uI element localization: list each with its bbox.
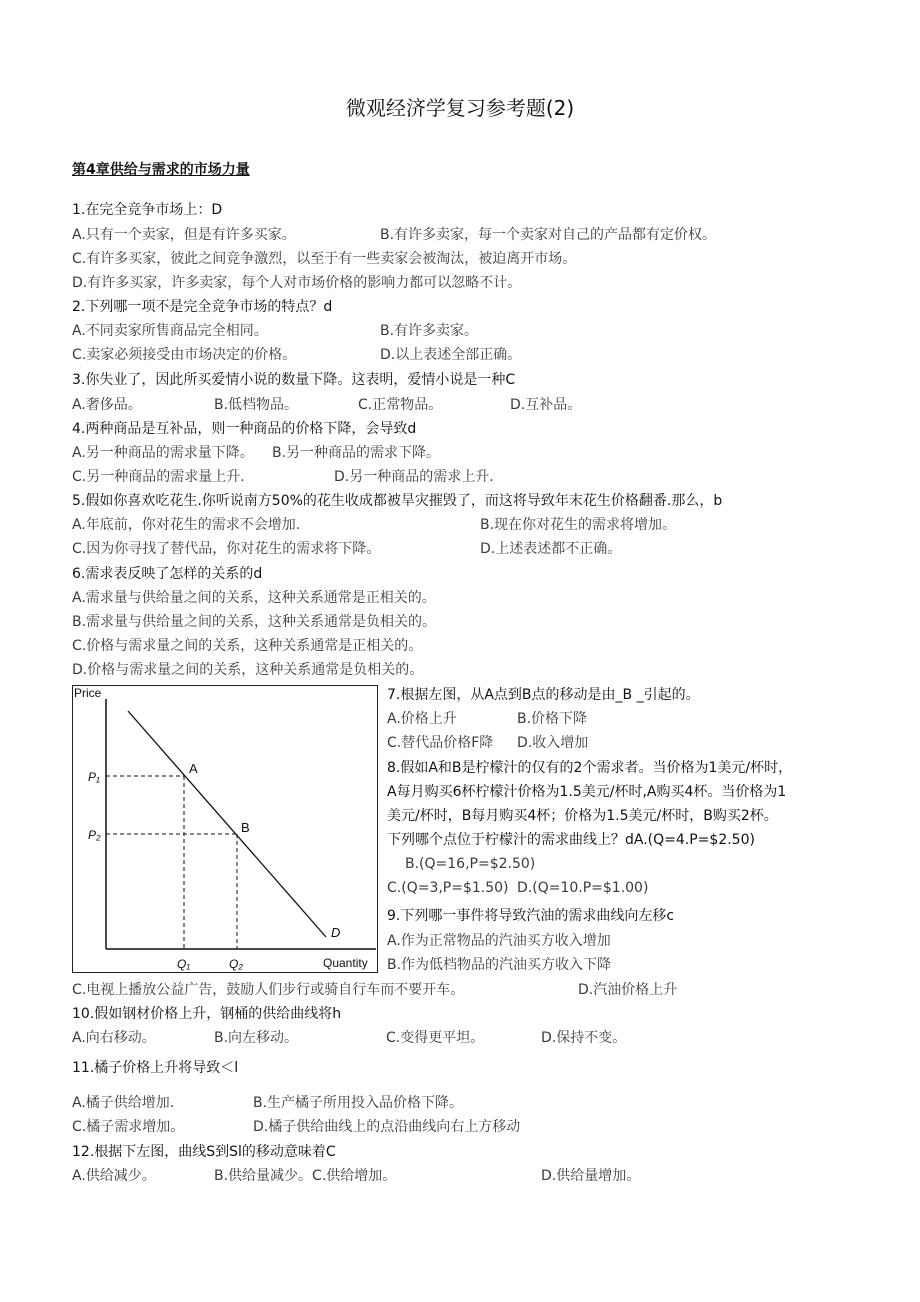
q2-option-a: A.不同卖家所售商品完全相同。	[72, 323, 268, 339]
q10-option-c: C.变得更平坦。	[386, 1030, 485, 1046]
q1-option-b: B.有许多卖家，每一个卖家对自己的产品都有定价权。	[380, 227, 717, 243]
q8-line-2: A每月购买6杯柠檬汁价格为1.5美元/杯时,A购买4杯。当价格为1	[387, 784, 787, 800]
page-title: 微观经济学复习参考题(2)	[345, 96, 575, 120]
q7-option-a: A.价格上升	[387, 711, 457, 727]
q4-question: 4.两种商品是互补品，则一种商品的价格下降，会导致d	[72, 421, 417, 437]
q8-line-1: 8.假如A和B是柠檬汁的仅有的2个需求者。当价格为1美元/杯时，	[387, 760, 793, 776]
q5-question: 5.假如你喜欢吃花生.你听说南方50%的花生收成都被旱灾摧毁了，而这将导致年末花生价格翻番.那么，b	[72, 493, 723, 509]
q6-question: 6.需求表反映了怎样的关系的d	[72, 566, 263, 582]
q12-option-bc: B.供给量减少。C.供给增加。	[214, 1168, 397, 1184]
point-b-label: B	[241, 820, 250, 835]
quantity-axis-label: Quantity	[323, 956, 368, 970]
q5-option-d: D.上述表述都不正确。	[480, 541, 622, 557]
q9-option-a: A.作为正常物品的汽油买方收入增加	[387, 933, 611, 949]
q11-option-c: C.橘子需求增加。	[72, 1119, 185, 1135]
q12-question: 12.根据下左图，曲线S到Sl的移动意味着C	[72, 1144, 336, 1160]
q8-option-d: D.(Q=10.P=$1.00)	[517, 880, 649, 896]
q6-option-b: B.需求量与供给量之间的关系，这种关系通常是负相关的。	[72, 614, 437, 630]
q12-option-d: D.供给量增加。	[541, 1168, 641, 1184]
point-a-label: A	[189, 761, 198, 776]
q2-option-b: B.有许多卖家。	[380, 323, 479, 339]
p1-label: P₁	[88, 770, 100, 784]
q11-option-b: B.生产橘子所用投入品价格下降。	[253, 1095, 464, 1111]
q8-option-b: B.(Q=16,P=$2.50)	[405, 856, 536, 872]
q12-option-a: A.供给减少。	[72, 1168, 156, 1184]
q1-option-a: A.只有一个卖家，但是有许多买家。	[72, 227, 296, 243]
q1-question: 1.在完全竞争市场上：D	[72, 202, 223, 218]
q1-option-c: C.有许多买家，彼此之间竞争激烈，以至于有一些卖家会被淘汰，被迫离开市场。	[72, 251, 577, 267]
q7-option-d: D.收入增加	[517, 735, 589, 751]
q4-option-a: A.另一种商品的需求量下降。	[72, 445, 254, 461]
q7-option-b: B.价格下降	[517, 711, 588, 727]
q3-option-b: B.低档物品。	[214, 397, 299, 413]
q1-label: Q₁	[177, 957, 191, 971]
q6-option-d: D.价格与需求量之间的关系，这种关系通常是负相关的。	[72, 662, 424, 678]
demand-curve-diagram	[72, 685, 378, 973]
q9-option-b: B.作为低档物品的汽油买方收入下降	[387, 957, 612, 973]
q2-label: Q₂	[229, 957, 243, 971]
q2-option-c: C.卖家必须接受由市场决定的价格。	[72, 347, 297, 363]
q11-option-d: D.橘子供给曲线上的点沿曲线向右上方移动	[253, 1119, 521, 1135]
q4-option-d: D.另一种商品的需求上升.	[334, 469, 494, 485]
q11-option-a: A.橘子供给增加.	[72, 1095, 175, 1111]
q8-line-4: 下列哪个点位于柠檬汁的需求曲线上？dA.(Q=4.P=$2.50)	[387, 832, 755, 848]
q7-option-c: C.替代品价格F降	[387, 735, 494, 751]
q3-option-c: C.正常物品。	[358, 397, 443, 413]
q2-option-d: D.以上表述全部正确。	[380, 347, 522, 363]
q4-option-b: B.另一种商品的需求下降。	[272, 445, 441, 461]
q3-option-a: A.奢侈品。	[72, 397, 142, 413]
p2-label: P₂	[88, 828, 101, 842]
q10-option-d: D.保持不变。	[541, 1030, 627, 1046]
q10-question: 10.假如钢材价格上升，钢桶的供给曲线将h	[72, 1006, 342, 1022]
q8-option-c: C.(Q=3,P=$1.50)	[387, 880, 509, 896]
chapter-heading: 第4章供给与需求的市场力量	[72, 162, 250, 178]
q7-question: 7.根据左图，从A点到B点的移动是由_B _引起的。	[387, 687, 700, 703]
q10-option-a: A.向右移动。	[72, 1030, 156, 1046]
q9-question: 9.下列哪一事件将导致汽油的需求曲线向左移c	[387, 908, 675, 924]
q2-question: 2.下列哪一项不是完全竞争市场的特点？d	[72, 299, 333, 315]
price-axis-label: Price	[74, 686, 102, 700]
q5-option-a: A.年底前，你对花生的需求不会增加.	[72, 517, 301, 533]
q6-option-c: C.价格与需求量之间的关系，这种关系通常是正相关的。	[72, 638, 423, 654]
q5-option-c: C.因为你寻找了替代品，你对花生的需求将下降。	[72, 541, 381, 557]
q1-option-d: D.有许多买家，许多卖家，每个人对市场价格的影响力都可以忽略不计。	[72, 275, 522, 291]
q3-option-d: D.互补品。	[510, 397, 582, 413]
q4-option-c: C.另一种商品的需求量上升.	[72, 469, 245, 485]
q5-option-b: B.现在你对花生的需求将增加。	[480, 517, 677, 533]
demand-curve-label: D	[331, 925, 341, 940]
q10-option-b: B.向左移动。	[214, 1030, 299, 1046]
q9-option-d: D.汽油价格上升	[578, 982, 678, 998]
q8-line-3: 美元/杯时，B每月购买4杯；价格为1.5美元/杯时，B购买2杯。	[387, 808, 778, 824]
q3-question: 3.你失业了，因此所买爱情小说的数量下降。这表明，爱情小说是一种C	[72, 372, 516, 388]
q6-option-a: A.需求量与供给量之间的关系，这种关系通常是正相关的。	[72, 590, 436, 606]
q9-option-c: C.电视上播放公益广告，鼓励人们步行或骑自行车而不要开车。	[72, 982, 465, 998]
q11-question: 11.橘子价格上升将导致＜l	[72, 1060, 239, 1076]
